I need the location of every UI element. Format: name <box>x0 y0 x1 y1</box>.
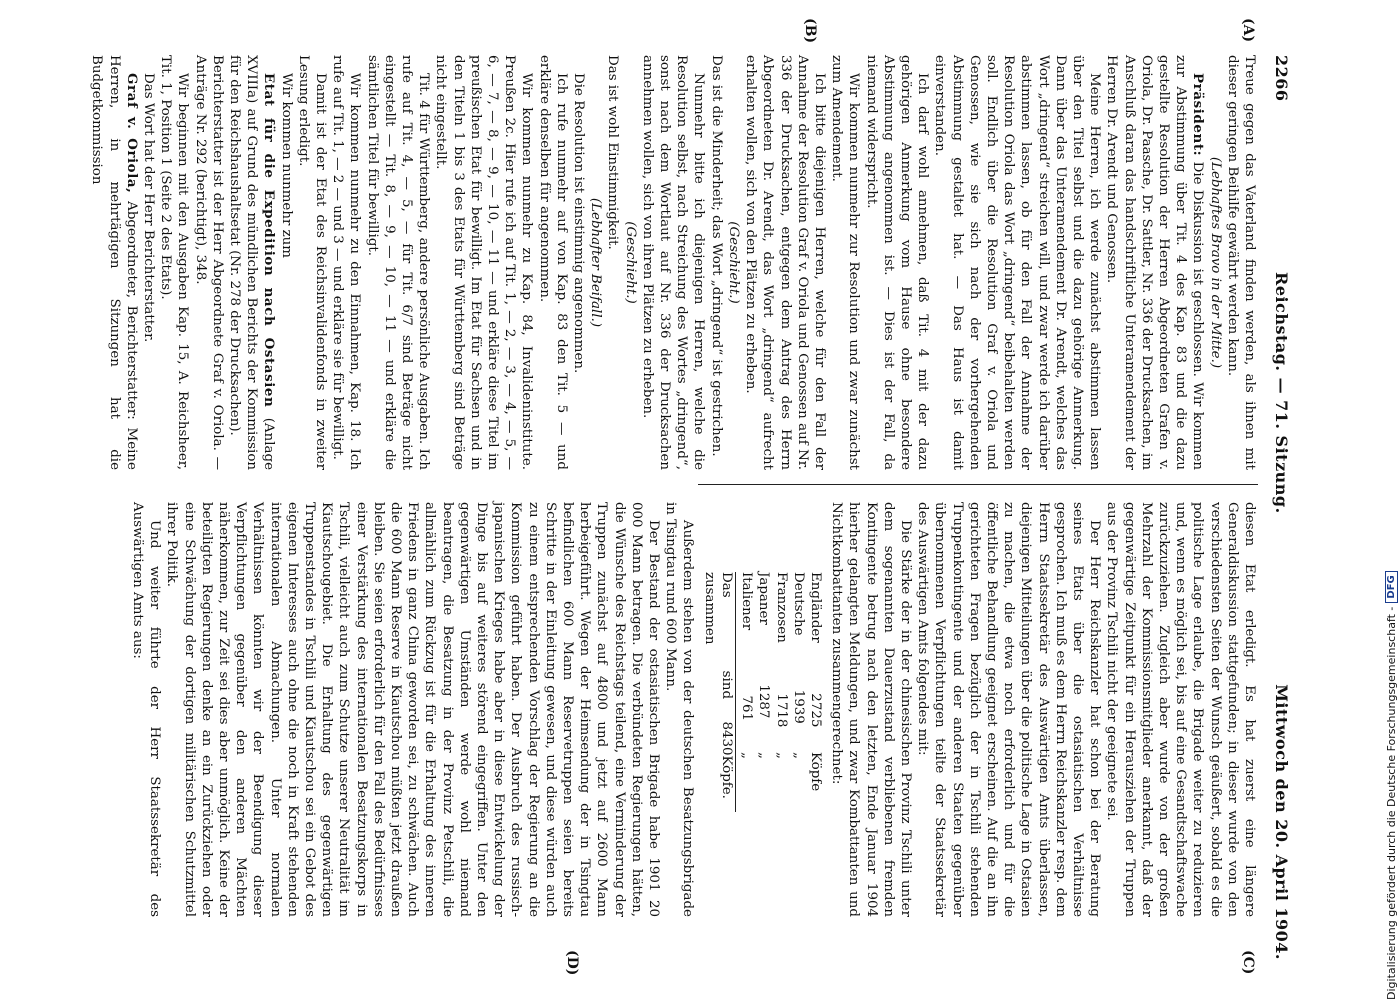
troop-count: 2725 <box>807 693 823 728</box>
stage-direction: (Lebhafter Beifall.) <box>588 197 604 328</box>
troop-row <box>755 572 772 812</box>
text-paragraph: Berichterstatter ist der Herr Abgeordnete Graf v. Oriola. — Anträge Nr. 292 (berichtigt), 348. <box>192 55 225 470</box>
session-date: Mittwoch den 20. April 1904. <box>1271 684 1291 960</box>
troop-unit: Köpfe <box>807 751 823 792</box>
page-header <box>1266 55 1296 960</box>
speech-text: Abgeordneter, Berichterstatter: Meine Herren, in mehrtägigen Sitzungen hat die Budgetkommission <box>89 55 139 470</box>
troop-total-unit: Köpfe. <box>718 755 734 799</box>
stage-direction: (Lebhaftes Bravo in der Mitte.) <box>1207 156 1223 369</box>
text-paragraph: Meine Herren, ich werde zunächst abstimmen lassen über den Titel selbst und die dazu gehörige Anmerkung. Dann über das Unteramendement Dr. Arendt, welches das Wort „dringend“ streichen will, und zwar werde ich darüber abstimmen lassen, ob für den Fall der Annahme der Resolution Oriola das Wort „dringend“ beibehalten werden soll. Endlich über die Resolution Graf v. Oriola und Genossen, wie sie sich nach der vorhergehenden Abstimmung gestaltet hat. — Das Haus ist damit einverstanden. <box>932 55 1103 470</box>
text-paragraph: Die Stärke der in der chinesischen Provinz Tschili unter dem sogenannten Dauerzustand verbliebenen fremden Kontingente betrug nach den letzten, Ende Januar 1904 hierher gelangten Meldungen, und zwar Kombattanten und Nichtkombattanten zusammengerechnet: <box>829 502 913 917</box>
troop-nation: Engländer <box>807 572 823 643</box>
text-paragraph: Der Bestand der ostasiatischen Brigade habe 1901 20 000 Mann betragen. Die verbündeten Regierungen hätten, die Wünsche des Reichstags teilend, eine Verminderung der Truppen zunächst auf 4800 und jetzt auf 2600 Mann herbeigeführt. Wegen der Heimsendung der in Tsingtau befindlichen 600 Mann Reservetruppen seien bereits Schritte in der Einleitung gewesen, und diese würden auch zu einem entsprechenden Vorschlag der Regierung an die Kommission geführt haben. Der Ausbruch des russisch-japanischen Krieges habe aber in diese Entwickelung der Dinge bis auf weiteres störend eingegriffen. Unter den gegenwärtigen Umständen werde wohl niemand beantragen, die Besatzung in der Provinz Petschili, die allmählich zum Rückzug ist für die Erhaltung des inneren Friedens in ganz China geworden sei, zu schwächen. Auch die 600 Mann Reserve in Kiautschou müßten jetzt draußen bleiben. Sie seien erforderlich für den Fall des Bedürfnisses einer Verstärkung des internationalen Besatzungskorps in Tschili, vielleicht auch zum Schutze unserer Neutralität im Kiautschougebiet. Die Erhaltung des gegenwärtigen Truppenstandes in Tschili und Kiautschou sei ein Gebot des eigenen Interesses auch ohne die noch in Kraft stehenden internationalen Abmachungen. Unter normalen Verhältnissen könnten wir der Beendigung dieser Verpflichtungen gegenüber den anderen Mächten näherkommen, zur Zeit sei dies aber unmöglich. Keine der beteiligten Regierungen denke an ein Zurückziehen oder eine Schwächung der dortigen militärischen Schutzmittel ihrer Politik. <box>164 502 662 917</box>
troop-row <box>772 572 789 812</box>
troop-nation: Deutsche <box>790 572 806 636</box>
troop-count: 1939 <box>790 689 806 724</box>
page-number: 2266 <box>1271 55 1291 102</box>
agenda-item-text: (Anlage XVIIIa) auf Grund des mündlichen Berichts der Kommission für den Reichshaushaltsetat (Nr. 278 der Drucksachen). <box>227 55 277 470</box>
text-paragraph: Das ist die Minderheit; das Wort „dringend“ ist gestrichen. <box>708 55 724 457</box>
troop-total-row <box>701 572 736 812</box>
text-paragraph: Wir beginnen mit den Ausgaben Kap. 15, A. Reichsheer, Tit. 1, Position 1 (Seite 2 des Etats). <box>158 55 191 470</box>
troop-row <box>738 572 755 812</box>
troop-total-label: Das sind zusammen <box>701 572 734 700</box>
speaker-name: Graf v. Oriola, <box>123 73 140 194</box>
text-paragraph: Wir kommen nunmehr zum <box>278 73 294 258</box>
troop-count: 1287 <box>756 684 772 719</box>
troop-count: 761 <box>739 695 755 722</box>
text-paragraph: Wir kommen nunmehr zu den Einnahmen, Kap. 18. Ich rufe auf Tit. 1, — 2 — und 3 — und erkläre sie für bewilligt. <box>330 55 363 470</box>
text-paragraph: Nunmehr bitte ich diejenigen Herren, welche die Resolution selbst, nach Streichung des Wortes „dringend“, sonst nach dem Wortlaut auf Nr. 336 der Drucksachen annehmen wollen, sich von ihren Plätzen zu erheben. <box>639 55 707 470</box>
agenda-item-title: Etat für die Expedition nach Ostasien <box>261 73 278 408</box>
agenda-item-paragraph <box>226 55 278 470</box>
text-paragraph: Damit ist der Etat des Reichsinvalidenfonds in zweiter Lesung erledigt. <box>295 55 329 470</box>
text-paragraph: Außerdem stehen von der deutschen Besatzungsbrigade in Tsingtau rund 600 Mann. <box>663 502 696 917</box>
margin-mark-c: (C) <box>1240 950 1256 975</box>
speech-paragraph <box>1103 55 1206 470</box>
credit-text: Digitalisierung gefördert durch die Deutsche Forschungsgemeinschaft - <box>1385 606 1398 1000</box>
stage-direction: (Geschieht.) <box>725 221 741 304</box>
text-paragraph: Wir kommen nunmehr zur Resolution und zwar zunächst zum Amendement. <box>829 55 862 470</box>
text-paragraph: Ich bitte diejenigen Herren, welche für den Fall der Annahme der Resolution Graf v. Oriola und Genossen auf Nr. 336 der Drucksachen, entgegen dem Antrag des Herrn Abgeordneten Dr. Arendt, das Wort „dringend“ aufrecht erhalten wollen, sich von den Plätzen zu erheben. <box>743 55 827 470</box>
text-paragraph: Ich rufe nunmehr auf von Kap. 83 den Tit. 5 — und erkläre denselben für angenommen. <box>536 55 569 470</box>
right-column-bottom-text <box>129 502 697 917</box>
text-paragraph: Der Herr Reichskanzler hat schon bei der Beratung seines Etats über die ostasiatischen Verhältnisse gesprochen. Ich muß es dem Herrn Reichskanzler resp. dem Herrn Staatssekretär des Auswärtigen Amts überlassen, diejenigen Mitteilungen über die politische Lage in Ostasien zu machen, die etwa noch erforderlich und für die öffentliche Behandlung geeignet erscheinen. Auf die an ihn gerichteten Fragen bezüglich der in Tschili stehenden Truppenkontingente und der anderen Staaten gegenüber übernommenen Verpflichtungen teilte der Staatssekretär des Auswärtigen Amts folgendes mit: <box>915 502 1103 917</box>
stage-direction: (Geschieht.) <box>622 221 638 304</box>
margin-mark-a: (A) <box>1240 18 1256 43</box>
troop-unit: „ <box>739 752 755 759</box>
text-paragraph: Und weiter führte der Herr Staatssekretär des Auswärtigen Amts aus: <box>130 502 163 917</box>
text-paragraph: Ich darf wohl annehmen, daß Tit. 4 mit der dazu gehörigen Anmerkung vom Hause ohne besondere Abstimmung angenommen ist. — Dies ist der Fall, da niemand widerspricht. <box>863 55 931 470</box>
text-paragraph: diesen Etat erledigt. Es hat zuerst eine längere Generaldiskussion stattgefunden; in dieser wurde von den verschiedensten Seiten der Wunsch geäußert, sobald es die politische Lage erlaube, die Brigade weiter zu reduzieren und, wenn es möglich sei, bis auf eine Gesandtschaftswache zurückzuziehen. Zugleich aber wurde von der großen Mehrzahl der Kommissionsmitglieder anerkannt, daß der gegenwärtige Zeitpunkt für ein Herausziehen der Truppen aus der Provinz Tschili nicht der geeignete sei. <box>1104 502 1257 917</box>
text-paragraph: Das ist wohl Einstimmigkeit. <box>605 55 621 250</box>
right-column-top-text <box>828 502 1258 917</box>
left-column <box>88 55 1258 470</box>
dfg-logo: DFG <box>1385 571 1398 602</box>
speech-text: Die Diskussion ist geschlossen. Wir kommen zur Abstimmung über Tit. 4 des Kap. 83 und die dazu gestellte Resolution der Herren Abgeordneten Grafen v. Oriola, Dr. Paasche, Dr. Sattler, Nr. 336 der Drucksachen, im Anschluß daran das handschriftliche Unteramendement der Herren Dr. Arendt und Genossen. <box>1104 55 1206 470</box>
text-paragraph: Die Resolution ist einstimmig angenommen. <box>571 73 587 374</box>
troop-count: 1718 <box>773 693 789 728</box>
troop-nation: Italiener <box>739 572 755 631</box>
troop-unit: „ <box>756 751 772 759</box>
text-paragraph: Treue gegen das Vaterland finden werden, als ihnen mit dieser geringen Beihilfe gewährt werden kann. <box>1224 55 1257 470</box>
text-paragraph: Das Wort hat der Herr Berichterstatter. <box>141 73 156 343</box>
margin-mark-d: (D) <box>564 950 580 976</box>
troop-nation: Japaner <box>756 572 772 625</box>
right-column <box>129 502 1258 917</box>
digitization-credit <box>1385 0 1398 1000</box>
troop-total-count: 8430 <box>718 721 734 756</box>
speaker-name: Präsident: <box>1190 73 1207 157</box>
text-paragraph: Wir kommen nunmehr zu Kap. 84, Invalideninstitute. Preußen 2c. Hier rufe ich auf Tit. 1, — 2, — 3, — 4, — 5, — 6, — 7, — 8, — 9, — 10, — 11 — und erkläre diese Titel im preußischen Etat für bewilligt. Im Etat für Sachsen und in den Titeln 1 bis 3 des Etats für Württemberg sind Beträge nicht eingestellt. <box>433 55 535 470</box>
speech-paragraph <box>88 55 140 470</box>
running-title: Reichstag. — 71. Sitzung. <box>1271 272 1291 514</box>
text-paragraph: Tit. 4 für Württemberg, andere persönliche Ausgaben. Ich rufe auf Tit. 4, — 5, — für Tit. 6/7 sind Beträge nicht eingestellt — Tit. 8, — 9, — 10, — 11 — und erkläre die sämtlichen Titel für bewilligt. <box>364 55 432 470</box>
troop-nation: Franzosen <box>773 572 789 643</box>
troop-unit: „ <box>773 752 789 759</box>
troop-strength-table <box>701 572 824 917</box>
margin-mark-b: (B) <box>802 18 818 44</box>
troop-unit: „ <box>790 752 806 759</box>
column-divider <box>698 484 1258 485</box>
troop-row <box>807 572 824 812</box>
troop-row <box>790 572 807 812</box>
